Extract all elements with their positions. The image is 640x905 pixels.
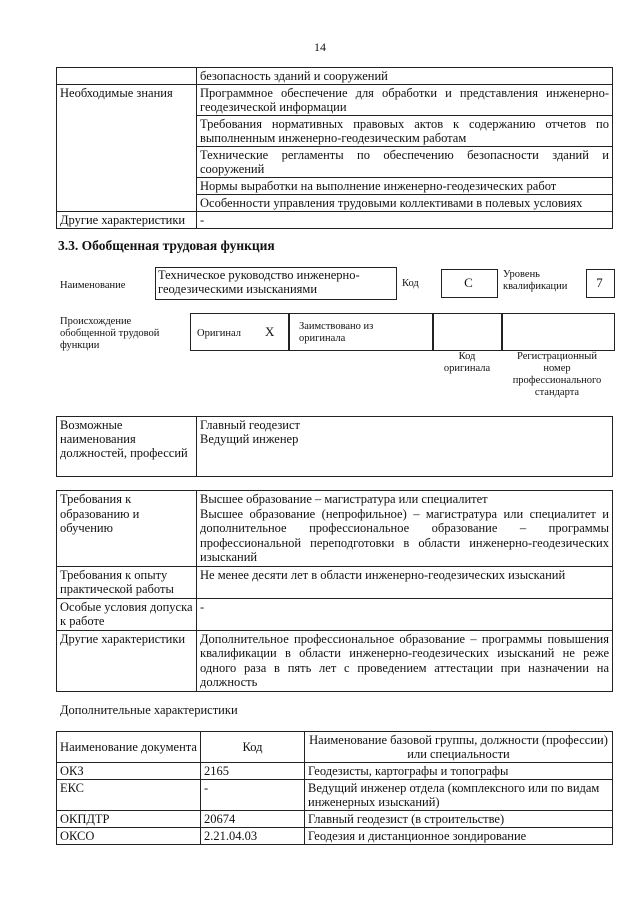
requirement-line: Высшее образование – магистратура или специалитет (200, 492, 488, 506)
level-label: Уровень квалификации (503, 269, 568, 292)
name-label: Наименование (60, 280, 126, 291)
positions-table (56, 416, 613, 477)
table-row (57, 85, 613, 116)
table-row (57, 763, 613, 780)
knowledge-value: Требования нормативных правовых актов к содержанию отчетов по выполненным инженерно-геодезическим работам (197, 116, 613, 147)
col-header-code: Код (201, 732, 305, 763)
table-row (57, 780, 613, 811)
requirements-table (56, 490, 613, 692)
code-cell: - (201, 780, 305, 811)
requirement-label: Особые условия допуска к работе (57, 598, 197, 630)
table-row (57, 178, 613, 195)
requirement-line: - (200, 599, 205, 614)
positions-label: Возможные наименования должностей, профессий (57, 417, 197, 477)
knowledge-value: Программное обеспечение для обработки и представления инженерно-геодезической информации (197, 85, 613, 116)
knowledge-value: Технические регламенты по обеспечению безопасности зданий и сооружений (197, 147, 613, 178)
requirement-line: Не менее десяти лет в области инженерно-геодезических изысканий (200, 567, 566, 582)
level-value: 7 (596, 275, 603, 290)
origin-original-mark: X (265, 324, 275, 339)
requirement-label: Требования к опыту практической работы (57, 566, 197, 598)
code-label: Код (402, 278, 419, 289)
requirement-line: Высшее образование (непрофильное) – магистратура или специалитет и дополнительное профессиональное образование – программы профессиональной переподготовки в области инженерно-геодезических изысканий (200, 506, 609, 564)
knowledge-value: Особенности управления трудовыми коллективами в полевых условиях (197, 195, 613, 212)
table-row (57, 598, 613, 630)
table-row (57, 212, 613, 229)
origin-label: Происхождение обобщенной трудовой функции (60, 316, 160, 351)
knowledge-label: Другие характеристики (57, 212, 197, 229)
knowledge-label (57, 178, 197, 195)
col-header-document: Наименование документа (57, 732, 201, 763)
table-row (57, 811, 613, 828)
requirement-line: Дополнительное профессиональное образование – программы повышения квалификации в области инженерно-геодезических изысканий не реже одного раза в пять лет с проведением аттестации при назначении на должность (200, 631, 609, 689)
table-row (57, 732, 613, 763)
name-cell: Ведущий инженер отдела (комплексного или по видам инженерных изысканий) (305, 780, 613, 811)
table-row (57, 116, 613, 147)
code-value: C (464, 275, 473, 290)
knowledge-label: Необходимые знания (57, 85, 197, 116)
origin-borrowed-label: Заимствовано из оригинала (299, 321, 374, 344)
position-item: Главный геодезист (200, 418, 300, 432)
requirement-value (197, 630, 613, 691)
knowledge-label (57, 195, 197, 212)
knowledge-label (57, 116, 197, 147)
code-cell: 20674 (201, 811, 305, 828)
additional-title: Дополнительные характеристики (60, 703, 238, 717)
origin-reg-caption: Регистрационный номер профессионального стандарта (512, 351, 602, 398)
knowledge-value: - (197, 212, 613, 229)
table-row (57, 147, 613, 178)
requirement-value (197, 598, 613, 630)
doc-cell: ЕКС (57, 780, 201, 811)
name-cell: Геодезия и дистанционное зондирование (305, 828, 613, 845)
section-heading: 3.3. Обобщенная трудовая функция (58, 238, 275, 253)
doc-cell: ОКЗ (57, 763, 201, 780)
origin-original-label: Оригинал (197, 328, 241, 339)
table-row (57, 491, 613, 567)
table-row (57, 828, 613, 845)
origin-reg-box (501, 313, 615, 351)
additional-table (56, 731, 613, 845)
table-row (57, 195, 613, 212)
doc-cell: ОКПДТР (57, 811, 201, 828)
requirement-label: Другие характеристики (57, 630, 197, 691)
requirement-value (197, 566, 613, 598)
knowledge-value: Нормы выработки на выполнение инженерно-геодезических работ (197, 178, 613, 195)
col-header-name: Наименование базовой группы, должности (профессии) или специальности (305, 732, 613, 763)
doc-cell: ОКСО (57, 828, 201, 845)
table-row (57, 630, 613, 691)
knowledge-table (56, 67, 613, 229)
table-row (57, 68, 613, 85)
page-number: 14 (314, 40, 326, 54)
knowledge-label (57, 147, 197, 178)
name-cell: Геодезисты, картографы и топографы (305, 763, 613, 780)
requirement-value (197, 491, 613, 567)
table-row (57, 417, 613, 477)
name-cell: Главный геодезист (в строительстве) (305, 811, 613, 828)
code-cell: 2165 (201, 763, 305, 780)
code-cell: 2.21.04.03 (201, 828, 305, 845)
knowledge-label (57, 68, 197, 85)
table-row (57, 566, 613, 598)
origin-code-caption: Код оригинала (443, 351, 491, 374)
requirement-label: Требования к образованию и обучению (57, 491, 197, 567)
name-value: Техническое руководство инженерно-геодезическими изысканиями (158, 268, 360, 296)
origin-code-box (432, 313, 503, 351)
knowledge-value: безопасность зданий и сооружений (197, 68, 613, 85)
position-item: Ведущий инженер (200, 432, 299, 446)
positions-values (197, 417, 613, 477)
